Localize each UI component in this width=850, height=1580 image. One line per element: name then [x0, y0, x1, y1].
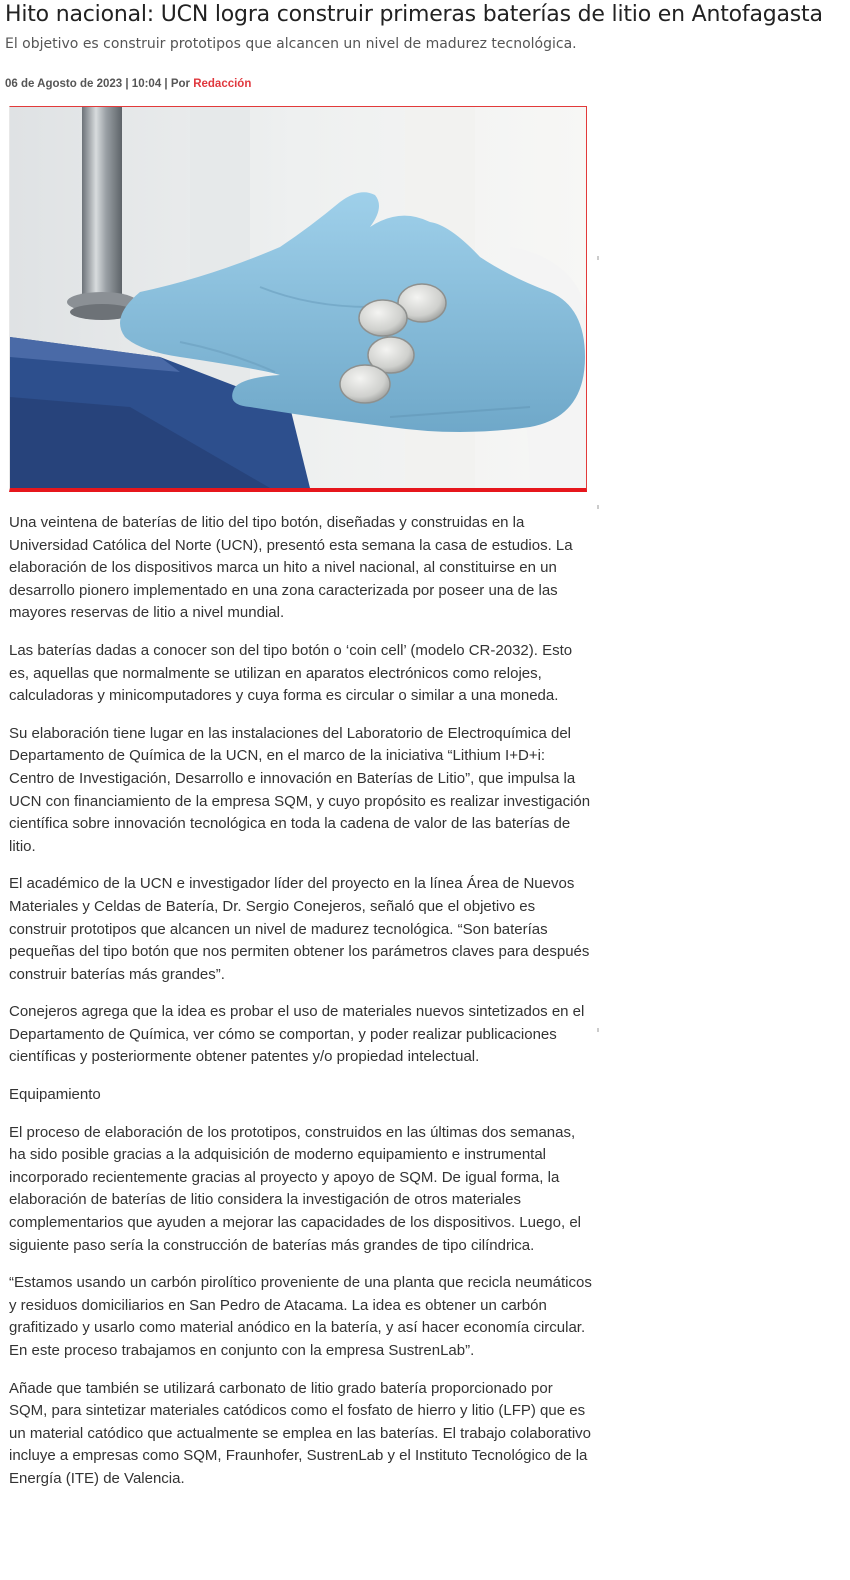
- article-meta: [5, 78, 251, 90]
- divider-mark: [597, 1028, 599, 1032]
- meta-by-label: | Por: [161, 78, 194, 90]
- article-body: [9, 512, 594, 1506]
- article-paragraph: El proceso de elaboración de los prototipos, construidos en las últimas dos semanas, ha sido posible gracias a la adquisición de moderno equipamiento e instrumental incorporado recientemente gracias al proyecto y apoyo de SQM. De igual forma, la elaboración de baterías de litio considera la investigación de otros materiales complementarios que ayuden a mejorar las capacidades de los dispositivos. Luego, el siguiente paso sería la construcción de baterías más grandes de tipo cilíndrica.: [9, 1123, 581, 1254]
- article-subtitle: El objetivo es construir prototipos que alcancen un nivel de madurez tecnológica.: [5, 36, 577, 52]
- divider-mark: [597, 256, 599, 260]
- article-paragraph: Añade que también se utilizará carbonato de litio grado batería proporcionado por SQM, para sintetizar materiales catódicos como el fosfato de hierro y litio (LFP) que es un material catódico que actualmente se emplea en las baterías. El trabajo colaborativo incluye a empresas como SQM, Fraunhofer, SustrenLab y el Instituto Tecnológico de la Energía (ITE) de Valencia.: [9, 1379, 592, 1487]
- publish-time: 10:04: [131, 78, 162, 90]
- meta-separator: |: [122, 78, 132, 90]
- article-paragraph: Conejeros agrega que la idea es probar el uso de materiales nuevos sintetizados en el Departamento de Química, ver cómo se comportan, y poder realizar publicaciones científicas y posteriormente obtener patentes y/o propiedad intelectual.: [9, 1003, 585, 1066]
- article-paragraph: “Estamos usando un carbón pirolítico proveniente de una planta que recicla neumáticos y residuos domiciliarios en San Pedro de Atacama. La idea es obtener un carbón grafitizado y usarlo como material anódico en la batería, y así hacer economía circular. En este proceso trabajamos en conjunto con la empresa SustrenLab”.: [9, 1274, 592, 1359]
- article-photo: [9, 106, 587, 492]
- article-headline: Hito nacional: UCN logra construir primeras baterías de litio en Antofagasta: [5, 2, 823, 27]
- article-paragraph: Las baterías dadas a conocer son del tipo botón o ‘coin cell’ (modelo CR-2032). Esto es, aquellas que normalmente se utilizan en aparatos electrónicos como relojes, calculadoras y minicomputadores y cuya forma es circular o similar a una moneda.: [9, 641, 573, 705]
- article-paragraph: Una veintena de baterías de litio del tipo botón, diseñadas y construidas en la Universidad Católica del Norte (UCN), presentó esta semana la casa de estudios. La elaboración de los dispositivos marca un hito a nivel nacional, al constituirse en un desarrollo pionero implementado en una zona caracterizada por poseer una de las mayores reservas de litio a nivel mundial.: [9, 514, 573, 622]
- publish-date: 06 de Agosto de 2023: [5, 78, 123, 90]
- divider-mark: [597, 505, 599, 509]
- gloved-hand-coin-batteries-icon: [10, 107, 586, 488]
- article-paragraph: Su elaboración tiene lugar en las instalaciones del Laboratorio de Electroquímica del Departamento de Química de la UCN, en el marco de la iniciativa “Lithium I+D+i: Centro de Investigación, Desarrollo e innovación en Baterías de Litio”, que impulsa la UCN con financiamiento de la empresa SQM, y cuyo propósito es realizar investigación científica sobre innovación tecnológica en toda la cadena de valor de las baterías de litio.: [9, 724, 591, 855]
- article-paragraph: El académico de la UCN e investigador líder del proyecto en la línea Área de Nuevos Materiales y Celdas de Batería, Dr. Sergio Conejeros, señaló que el objetivo es construir prototipos que alcancen un nivel de madurez tecnológica. “Son baterías pequeñas del tipo botón que nos permiten obtener los parámetros claves para después construir baterías más grandes”.: [9, 875, 590, 983]
- author-link[interactable]: Redacción: [193, 78, 252, 90]
- section-heading: Equipamiento: [9, 1086, 101, 1104]
